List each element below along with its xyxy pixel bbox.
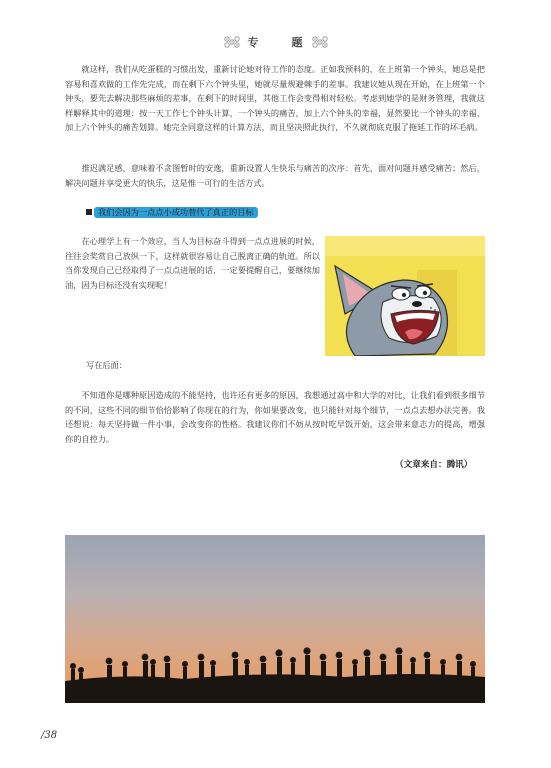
tom-cat-cartoon-image [325,236,485,356]
source-credit: （文章来自：腾讯） [395,460,473,470]
body-paragraph: 不知道你是哪种原因造成的不能坚持，也许还有更多的原因，我想通过高中和大学的对比，让我们看到很多细节的不同，这些不同的细节恰恰影响了你现在的行为，你如果要改变，也只能针对每个细节，一点点去想办法完善。我还想说：每天坚持做一件小事，会改变你的性格。我建议你们不妨从按时吃早饭开始，这会带来意志力的提高，增强你的自控力。 [65,390,485,444]
flower-ornament-icon [222,35,242,49]
page-number: /38 [41,730,58,741]
body-paragraph: 在心理学上有一个效应，当人为目标奋斗得到一点点进展的时候，往往会奖赏自己放纵一下，这样就很容易让自己脱离正确的轨道。所以当你发现自己已经取得了一点点进展的话，一定要提醒自己，要继续加油，因为目标还没有实现呢！ [65,236,320,290]
header-title-left: 专 [247,36,260,49]
flower-ornament-icon [310,35,330,49]
square-bullet-icon [86,209,92,215]
body-paragraph: 推迟满足感，意味着不贪图暂时的安逸，重新设置人生快乐与痛苦的次序：首先，面对问题并感受痛苦；然后，解决问题并享受更大的快乐，这是惟一可行的生活方式。 [65,163,485,188]
sunset-crowd-photo [65,535,485,703]
body-paragraph: 就这样，我们从吃蛋糕的习惯出发，重新讨论她对待工作的态度。正如我预料的，在上班第一个钟头，她总是把容易和喜欢做的工作先完成，而在剩下六个钟头里，她就尽量规避棘手的差事。我建议她从现在开始，在上班第一个钟头，要先去解决那些麻烦的差事，在剩下的时间里，其他工作会变得相对轻松。考虑到她学的是财务管理，我就这样解释其中的道理：按一天工作七个钟头计算，一个钟头的痛苦，加上六个钟头的幸福，显然要比一个钟头的幸福，加上六个钟头的痛苦划算。她完全同意这样的计算方法，而且坚决照此执行，不久就彻底克服了拖延工作的坏毛病。 [65,64,485,133]
afterword-label: 写在后面： [86,360,127,370]
section-heading-text: 我们会因为一点点小成功替代了真正的目标 [94,207,258,218]
header-title-right: 题 [291,36,304,49]
page-header [0,32,551,52]
section-heading [86,206,258,218]
